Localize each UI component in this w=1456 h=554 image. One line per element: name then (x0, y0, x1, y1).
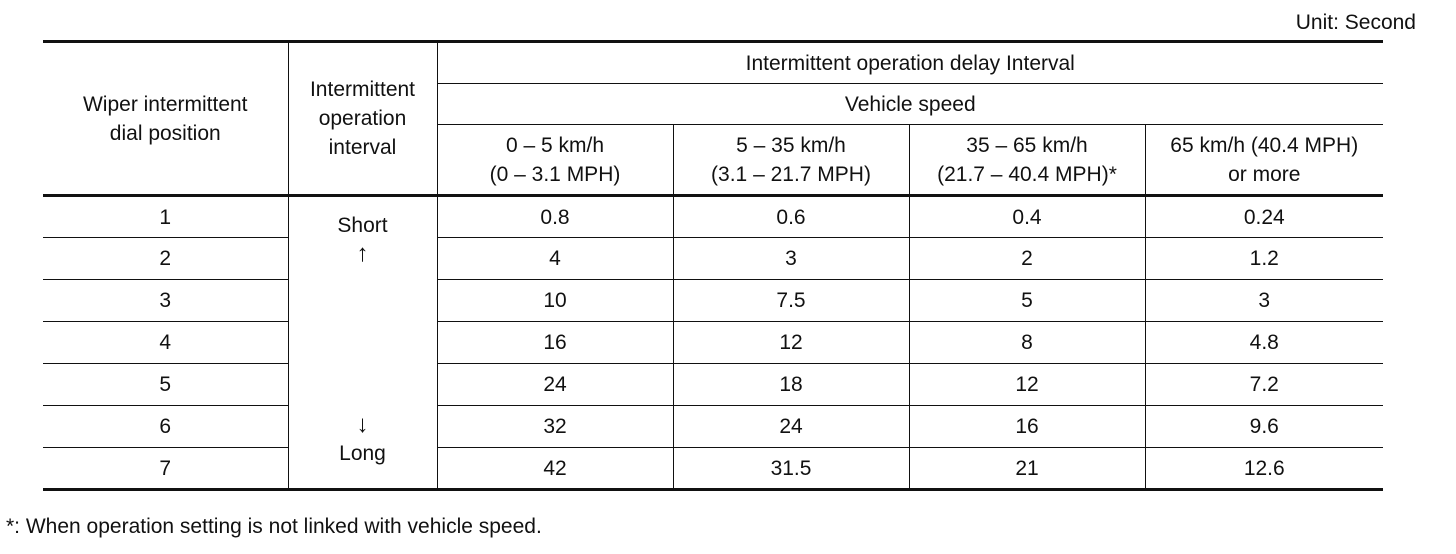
down-arrow-icon: ↓ (356, 411, 369, 438)
speed-range-line1: 65 km/h (40.4 MPH) (1170, 133, 1359, 157)
delay-value-cell: 0.4 (909, 196, 1145, 238)
delay-value-cell: 4 (437, 238, 673, 280)
footnote: *: When operation setting is not linked with vehicle speed. (6, 515, 542, 538)
speed-range-line1: 0 – 5 km/h (505, 133, 605, 157)
dial-position-cell: 3 (43, 280, 288, 322)
speed-range-header (437, 125, 673, 196)
header-operation-interval: Intermittent operation interval (288, 42, 437, 196)
delay-value-cell: 1.2 (1249, 247, 1279, 270)
delay-value-cell: 3 (1258, 289, 1271, 312)
delay-value-cell: 8 (909, 322, 1145, 364)
delay-value-cell: 21 (909, 448, 1145, 490)
speed-range-line1: 35 – 65 km/h (966, 133, 1088, 157)
delay-value-cell: 18 (673, 364, 909, 406)
delay-value-cell: 24 (673, 406, 909, 448)
dial-position-cell: 4 (43, 322, 288, 364)
speed-range-header (1145, 125, 1383, 196)
dial-position-cell: 6 (43, 406, 288, 448)
delay-value-cell: 0.8 (437, 196, 673, 238)
delay-value-cell: 31.5 (673, 448, 909, 490)
speed-range-line2: (3.1 – 21.7 MPH) (711, 162, 871, 186)
delay-value-cell: 5 (909, 280, 1145, 322)
delay-value-cell: 24 (437, 364, 673, 406)
header-vehicle-speed: Vehicle speed (437, 84, 1383, 125)
speed-range-line2: or more (1228, 162, 1301, 186)
dial-position-cell: 7 (43, 448, 288, 490)
delay-value-cell: 0.24 (1243, 205, 1285, 229)
delay-value-cell: 7.2 (1249, 373, 1279, 396)
table-row (43, 364, 1383, 406)
speed-range-header (909, 125, 1145, 196)
header-dial-position: Wiper intermittent dial position (43, 42, 288, 196)
delay-value-cell: 12 (673, 322, 909, 364)
table-row (43, 238, 1383, 280)
speed-range-line1: 5 – 35 km/h (736, 133, 846, 157)
speed-range-line2: (21.7 – 40.4 MPH)* (937, 162, 1117, 186)
interval-direction-cell (288, 196, 437, 490)
dial-position-cell: 5 (43, 364, 288, 406)
delay-value-cell: 32 (437, 406, 673, 448)
speed-range-line2: (0 – 3.1 MPH) (489, 162, 621, 186)
short-label: Short (337, 214, 388, 237)
delay-value-cell: 9.6 (1249, 415, 1279, 438)
table-row (43, 448, 1383, 490)
delay-value-cell: 12.6 (1243, 456, 1285, 480)
table-row (43, 280, 1383, 322)
up-arrow-icon: ↑ (356, 240, 369, 267)
table-row (43, 322, 1383, 364)
delay-value-cell: 10 (437, 280, 673, 322)
delay-value-cell: 2 (909, 238, 1145, 280)
speed-range-header (673, 125, 909, 196)
delay-value-cell: 3 (673, 238, 909, 280)
delay-value-cell: 0.6 (673, 196, 909, 238)
dial-position-cell: 1 (43, 196, 288, 238)
delay-value-cell: 12 (909, 364, 1145, 406)
dial-position-cell: 2 (43, 238, 288, 280)
unit-label: Unit: Second (1295, 11, 1416, 34)
delay-value-cell: 16 (909, 406, 1145, 448)
delay-value-cell: 7.5 (673, 280, 909, 322)
wiper-interval-table (43, 40, 1383, 491)
table-row (43, 196, 1383, 238)
delay-value-cell: 42 (437, 448, 673, 490)
long-label: Long (339, 442, 386, 465)
delay-value-cell: 16 (437, 322, 673, 364)
delay-value-cell: 4.8 (1249, 331, 1279, 354)
header-delay-interval: Intermittent operation delay Interval (437, 42, 1383, 84)
table-row (43, 406, 1383, 448)
